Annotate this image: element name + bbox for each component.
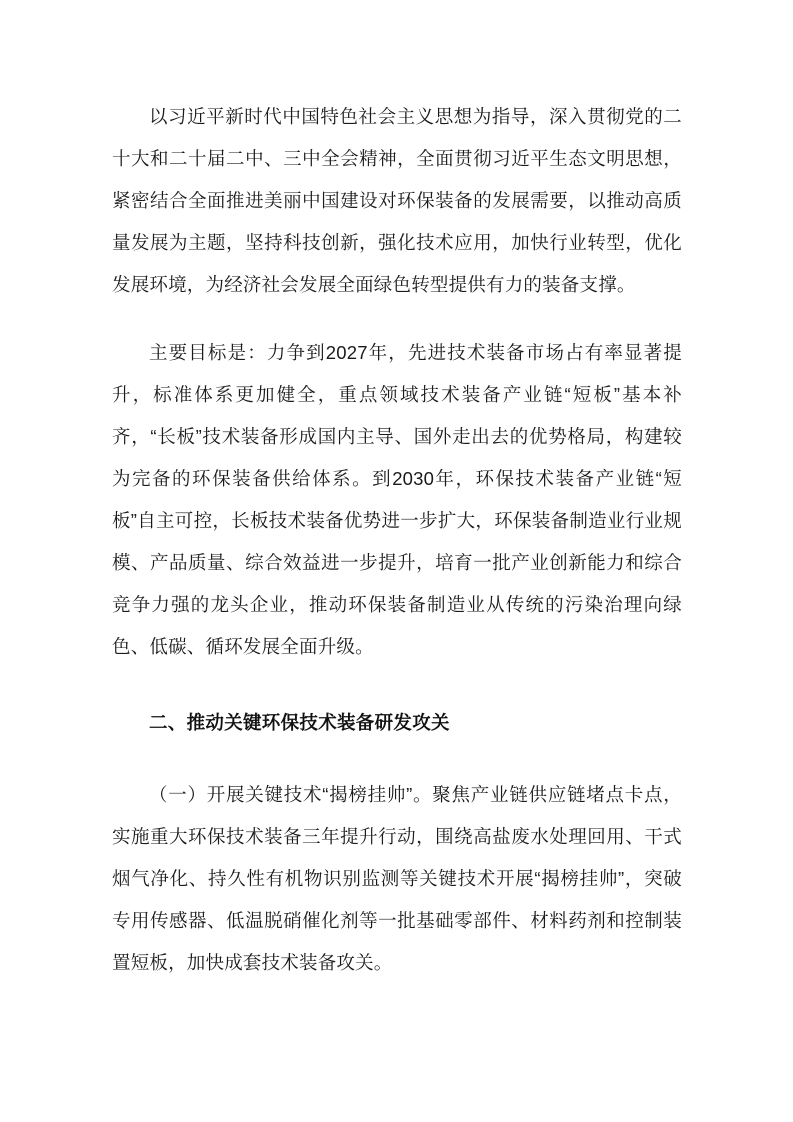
paragraph-guiding-ideology: 以习近平新时代中国特色社会主义思想为指导，深入贯彻党的二十大和二十届二中、三中全会精神，全面贯彻习近平生态文明思想，紧密结合全面推进美丽中国建设对环保装备的发展需要，以推动高质量发展为主题，坚持科技创新，强化技术应用，加快行业转型，优化发展环境，为经济社会发展全面绿色转型提供有力的装备支撑。: [112, 106, 682, 295]
paragraph-subsection-one: （一）开展关键技术“揭榜挂帅”。聚焦产业链供应链堵点卡点，实施重大环保技术装备三年提升行动，围绕高盐废水处理回用、干式烟气净化、持久性有机物识别监测等关键技术开展“揭榜挂帅”，突破专用传感器、低温脱硝催化剂等一批基础零部件、材料药剂和控制装置短板，加快成套技术装备攻关。: [112, 784, 682, 973]
section-heading-two: 二、推动关键环保技术装备研发攻关: [149, 712, 450, 733]
document-body: [112, 96, 682, 1010]
paragraph-main-objectives: 主要目标是：力争到2027年，先进技术装备市场占有率显著提升，标准体系更加健全，重点领域技术装备产业链“短板”基本补齐，“长板”技术装备形成国内主导、国外走出去的优势格局，构建较为完备的环保装备供给体系。到2030年，环保技术装备产业链“短板”自主可控，长板技术装备优势进一步扩大，环保装备制造业行业规模、产品质量、综合效益进一步提升，培育一批产业创新能力和综合竞争力强的龙头企业，推动环保装备制造业从传统的污染治理向绿色、低碳、循环发展全面升级。: [112, 342, 682, 657]
